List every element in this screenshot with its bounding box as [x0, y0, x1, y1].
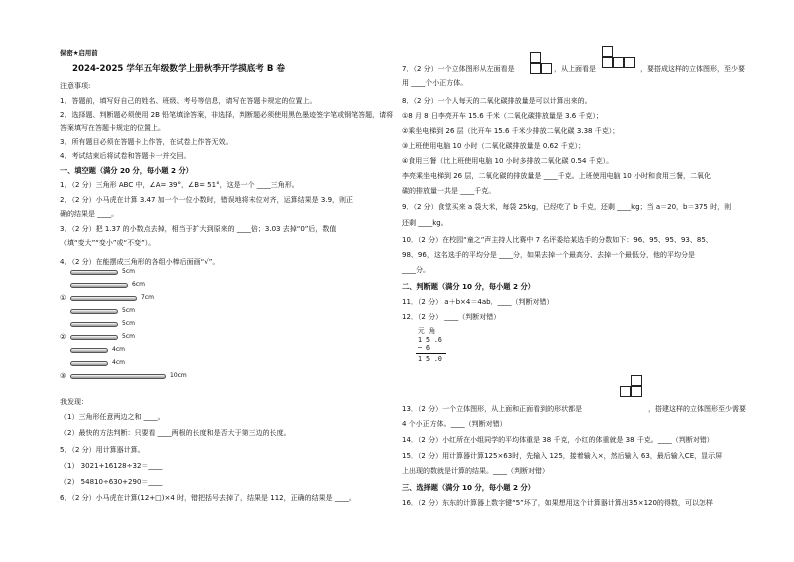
confidential-label: 保密★启用前 [60, 49, 98, 57]
question-16: 16．（2 分）东东的计算器上数字键“5”坏了，如果想用这个计算器计算出35×120的得数，可以怎样 [402, 499, 713, 507]
question-3-line2: （填“变大”“变小”或“不变”）。 [60, 239, 156, 247]
question-8-item3: ③上班使用电脑 10 小时（二氧化碳排放量是 0.62 千克）； [402, 142, 586, 150]
calc-row2: ─ 6 [418, 344, 430, 352]
stick-length-label: 6cm [132, 281, 145, 288]
stick [70, 374, 166, 379]
question-13-line1: 13．（2 分）一个立体图形，从上面和正面看到的形状都是 [402, 405, 583, 413]
stick-length-label: 7cm [141, 294, 154, 301]
vertical-calculation [418, 327, 442, 363]
question-2-line2: 确的结果是 ____。 [60, 210, 119, 218]
stick-length-label: 5cm [122, 333, 135, 340]
discover-2: （2）最快的方法判断：只要看 ____两根的长度和是否大于第三边的长度。 [60, 429, 291, 437]
question-10-line3: ____分。 [402, 266, 430, 274]
section3-heading: 三、选择题（满分 10 分，每小题 2 分） [402, 483, 535, 492]
calc-rule [416, 353, 446, 354]
note-item: 3．所有题目必须在答题卡上作答，在试卷上作答无效。 [60, 138, 233, 146]
group-marker: ① [60, 294, 67, 302]
calc-row1: 1 5 .6 [418, 335, 442, 344]
question-7-text-c: ，要搭成这样的立体图形，至少要 [640, 65, 745, 73]
stick [70, 270, 118, 275]
stick-length-label: 4cm [112, 346, 125, 353]
stick [70, 309, 118, 314]
section2-heading: 二、判断题（满分 10 分，每小题 2 分） [402, 282, 535, 291]
question-2-line1: 2．（2 分）小马虎在计算 3.47 加一个一位小数时，错误地将末位对齐，运算结果是 3.9，则正 [60, 196, 354, 204]
section1-heading: 一、填空题（满分 20 分，每小题 2 分） [60, 166, 193, 175]
question-9-line2: 还剩 ____kg。 [402, 219, 448, 227]
calc-result: 1 5 .0 [418, 354, 442, 363]
note-item: 4．考试结束后将试卷和答题卡一并交回。 [60, 152, 191, 160]
question-7-text-a: 7．（2 分）一个立体图形从左面看是 [402, 65, 515, 73]
question-9-line1: 9．（2 分）食堂买来 a 袋大米，每袋 25kg，已经吃了 b 千克，还剩 ____kg；当 a＝20，b＝375 时，则 [402, 203, 732, 211]
stick-length-label: 5cm [122, 307, 135, 314]
question-6: 6．（2 分）小马虎在计算(12+□)×4 时，错把括号去掉了，结果是 112，正确的结果是 ____。 [60, 494, 356, 502]
note-item: 答案填写在答题卡规定的位置上。 [60, 124, 165, 132]
question-10-line2: 98、96，这名选手的平均分是 ____分，如果去掉一个最高分、去掉一个最低分，他的平均分是 [402, 251, 696, 259]
notes-heading: 注意事项: [60, 82, 91, 90]
question-4: 4．（2 分）在能摆成三角形的各组小棒后面画“√”。 [60, 258, 220, 266]
discover-1: （1）三角形任意两边之和 ____。 [60, 413, 165, 421]
stick [70, 361, 108, 366]
note-item: 1．答题前，填写好自己的姓名、班级、考号等信息，请写在答题卡规定的位置上。 [60, 97, 317, 105]
question-10-line1: 10．（2 分）在校园“童之”声主持人比赛中 7 名评委给某选手的分数如下：96、95、95、93、85、 [402, 236, 713, 244]
question-1: 1．（2 分）三角形 ABC 中，∠A= 39°，∠B= 51°，这是一个 ____三角形。 [60, 181, 299, 189]
stick [70, 322, 118, 327]
question-8-ask1: 李亮乘坐电梯到 26 层，二氧化碳的排放量是 ____千克。上班使用电脑 10 小时和食用三餐，二氧化 [402, 172, 711, 180]
question-13-line2: 4 个小正方体。____（判断对错） [402, 420, 507, 428]
question-14: 14．（2 分）小红所在小组同学的平均体重是 38 千克，小红的体重就是 38 千克。____（判断对错） [402, 436, 714, 444]
stick-length-label: 5cm [122, 320, 135, 327]
question-11: 11．（2 分） a＋b×4＝4ab．____（判断对错） [402, 298, 554, 306]
question-15-line2: 上出现的数就是计算的结果。____（判断对错） [402, 467, 549, 475]
question-12: 12．（2 分） ____（判断对错） [402, 313, 501, 321]
stick [70, 296, 137, 301]
question-8: 8．（2 分）一个人每天的二氧化碳排放量是可以计算出来的。 [402, 97, 592, 105]
question-13-line1b: ，搭建这样的立体图形至少需要 [648, 405, 746, 413]
group-marker: ③ [60, 372, 67, 380]
group-marker: ② [60, 333, 67, 341]
stick [70, 283, 128, 288]
stick-length-label: 10cm [170, 372, 187, 379]
question-5: 5．（2 分）用计算器计算。 [60, 446, 145, 454]
stick [70, 348, 108, 353]
question-8-item2: ②乘坐电梯到 26 层（比开车 15.6 千米少排放二氧化碳 3.38 千克）； [402, 127, 620, 135]
question-3-line1: 3．（2 分）把 1.37 的小数点去掉，相当于扩大到原来的 ____倍；3.03 去掉“0”后，数值 [60, 225, 337, 233]
question-7-line2: 用 ____个小正方体。 [402, 79, 468, 87]
stick-length-label: 4cm [112, 359, 125, 366]
note-item: 2．选择题、判断题必须使用 2B 铅笔填涂答案，非选择，判断题必须使用黑色墨迹签字笔或钢笔答题，请将 [60, 111, 394, 119]
exam-title: 2024-2025 学年五年级数学上册秋季开学摸底考 B 卷 [72, 64, 286, 74]
question-8-ask2: 碳的排放量一共是 ____千克。 [402, 187, 496, 195]
stick-length-label: 5cm [122, 268, 135, 275]
stick [70, 335, 118, 340]
question-8-item1: ①8 月 8 日李亮开车 15.6 千米（二氧化碳排放量是 3.6 千克）； [402, 112, 603, 120]
question-7-text-b: ，从上面看是 [554, 65, 596, 73]
discover-label: 我发现： [60, 398, 88, 406]
question-5-part1: （1） 3021+16128÷32＝____ [60, 462, 163, 470]
question-8-item4: ④食用三餐（比上班使用电脑 10 小时多排放二氧化碳 0.54 千克）。 [402, 157, 614, 165]
calc-header: 元 角 [418, 327, 436, 335]
question-5-part2: （2） 54810÷630+290＝____ [60, 478, 163, 486]
question-15-line1: 15．（2 分）用计算器计算125×63时，先输入 125，接着输入×，然后输入 63，最后输入CE，显示屏 [402, 452, 723, 460]
